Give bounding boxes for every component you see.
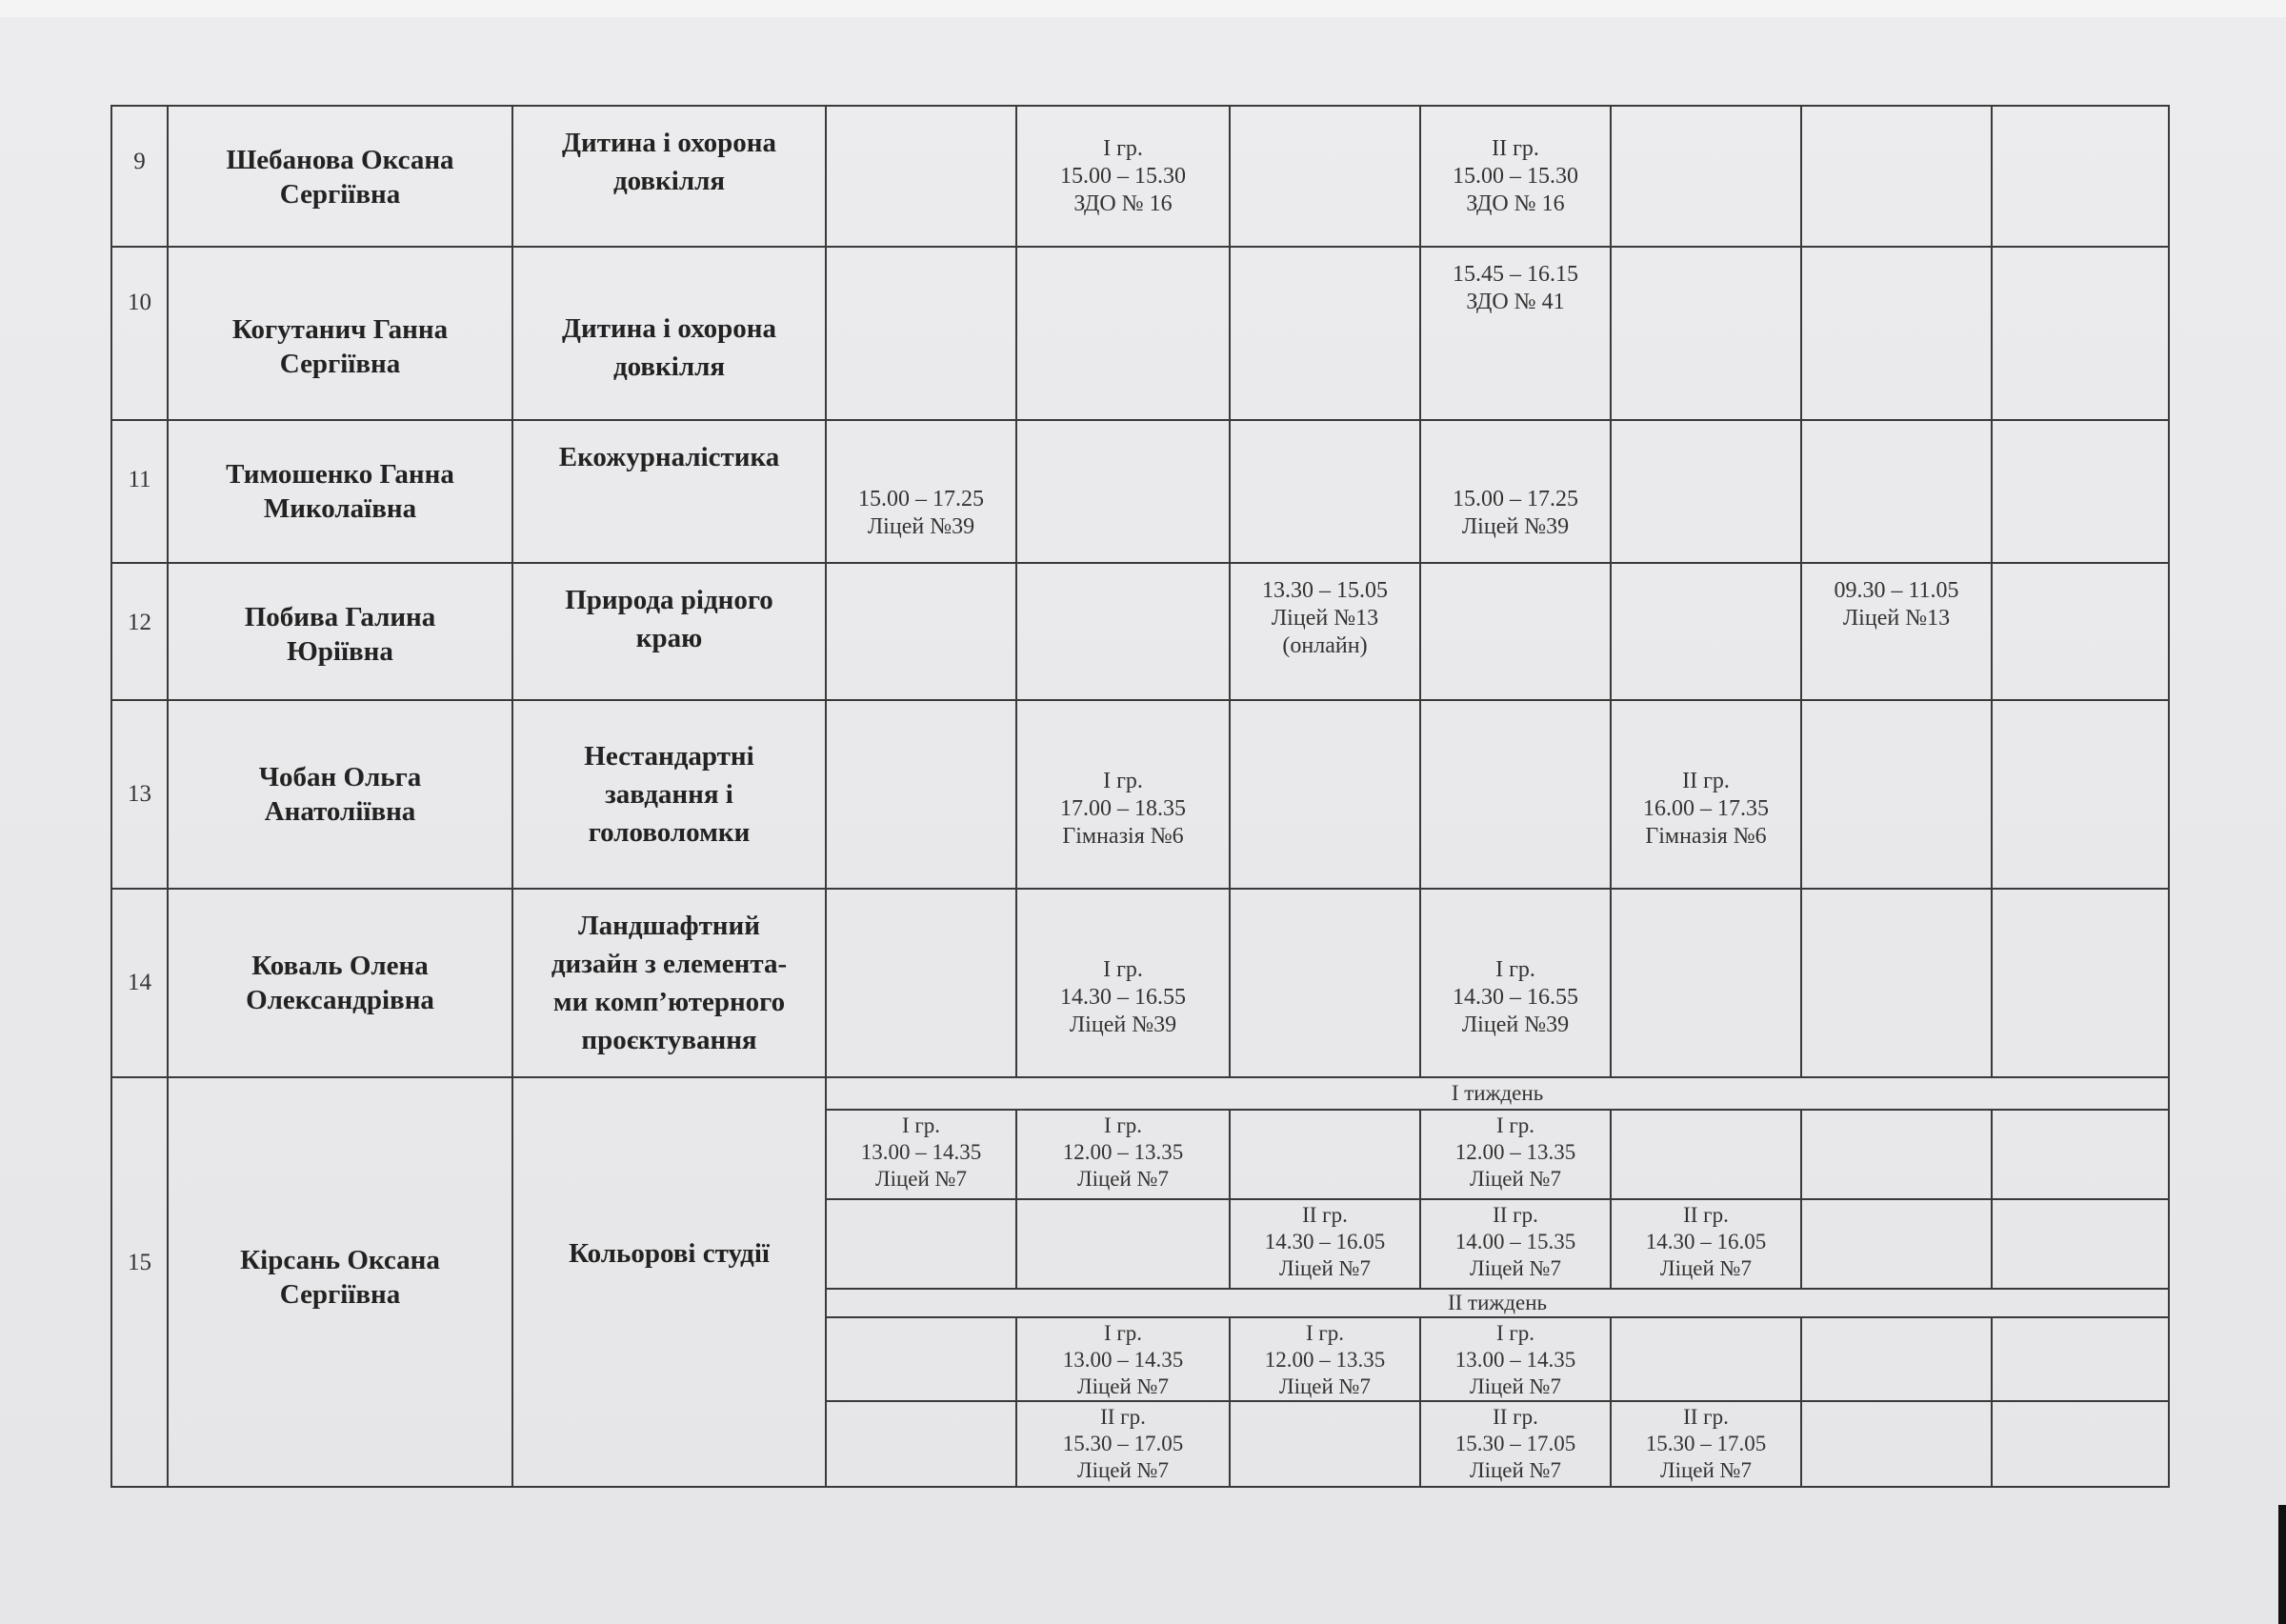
table-row	[111, 106, 2169, 247]
schedule-slot	[1016, 1110, 1230, 1199]
text-line: 15.30 – 17.05	[1454, 1432, 1576, 1455]
schedule-slot	[1992, 420, 2169, 563]
text-line: головоломки	[588, 817, 751, 848]
text-line: довкілля	[612, 351, 726, 382]
schedule-slot	[826, 563, 1016, 700]
text-line: ІІ гр.	[1493, 1405, 1538, 1429]
schedule-slot	[1420, 1110, 1611, 1199]
text-line: 12.00 – 13.35	[1264, 1348, 1386, 1372]
schedule-slot	[1801, 1199, 1992, 1289]
teacher-name	[168, 1077, 512, 1487]
schedule-slot	[1016, 700, 1230, 889]
course-name	[512, 563, 826, 700]
schedule-slot	[1230, 563, 1420, 700]
text-line: Ліцей №7	[1469, 1458, 1561, 1482]
text-line: 14.00 – 15.35	[1454, 1230, 1576, 1253]
text-line: Ліцей №7	[1076, 1458, 1169, 1482]
schedule-slot	[1611, 1401, 1801, 1487]
course-name	[512, 106, 826, 247]
text-line: ІІ гр.	[1682, 768, 1730, 793]
scan-edge-mark	[2278, 1505, 2286, 1624]
text-line: 15.00 – 15.30	[1453, 163, 1578, 189]
schedule-slot	[1016, 889, 1230, 1077]
text-line: Кольорові студії	[569, 1238, 770, 1269]
text-line: ІІ гр.	[1492, 135, 1539, 161]
schedule-slot	[826, 1317, 1016, 1401]
course-name	[512, 247, 826, 420]
schedule-slot	[1801, 563, 1992, 700]
schedule-slot	[1801, 1401, 1992, 1487]
text-line: 13.00 – 14.35	[860, 1140, 982, 1164]
schedule-slot	[1016, 563, 1230, 700]
text-line: І гр.	[901, 1113, 941, 1137]
teacher-name	[168, 247, 512, 420]
teacher-name	[168, 889, 512, 1077]
schedule-slot	[1801, 1317, 1992, 1401]
text-line: 15.00 – 17.25	[858, 487, 984, 511]
schedule-slot	[1801, 420, 1992, 563]
schedule-slot	[1230, 1317, 1420, 1401]
schedule-slot	[1992, 1317, 2169, 1401]
text-line: Шебанова Оксана	[226, 145, 454, 175]
text-line: ЗДО № 41	[1466, 290, 1565, 314]
text-line: Гімназія №6	[1062, 823, 1184, 849]
teacher-name	[168, 420, 512, 563]
text-line: Когутанич Ганна	[231, 314, 449, 345]
row-number: 11	[111, 420, 168, 563]
schedule-slot	[1611, 1199, 1801, 1289]
schedule-slot	[1420, 1401, 1611, 1487]
schedule-slot	[1230, 1110, 1420, 1199]
text-line: дизайн з елемента-	[551, 949, 788, 979]
text-line: 13.00 – 14.35	[1454, 1348, 1576, 1372]
text-line: ЗДО № 16	[1466, 190, 1565, 216]
table-row	[111, 700, 2169, 889]
schedule-slot	[1992, 1110, 2169, 1199]
course-name	[512, 1077, 826, 1487]
text-line: 12.00 – 13.35	[1454, 1140, 1576, 1164]
row-number: 10	[111, 247, 168, 420]
schedule-slot	[1016, 247, 1230, 420]
schedule-slot	[1016, 1401, 1230, 1487]
text-line: ІІ гр.	[1493, 1203, 1538, 1227]
text-line: І гр.	[1103, 1113, 1143, 1137]
schedule-slot	[1611, 1110, 1801, 1199]
schedule-slot	[1992, 700, 2169, 889]
text-line: 15.30 – 17.05	[1062, 1432, 1184, 1455]
text-line: 13.30 – 15.05	[1262, 578, 1388, 603]
schedule-slot	[1420, 700, 1611, 889]
text-line: Гімназія №6	[1645, 823, 1767, 849]
text-line: Ліцей №7	[1076, 1374, 1169, 1398]
text-line: 14.30 – 16.55	[1453, 984, 1578, 1010]
schedule-slot	[1992, 889, 2169, 1077]
schedule-slot	[1801, 247, 1992, 420]
schedule-slot	[826, 700, 1016, 889]
text-line: 12.00 – 13.35	[1062, 1140, 1184, 1164]
schedule-slot	[826, 889, 1016, 1077]
schedule-body	[111, 106, 2169, 1487]
text-line: Ліцей №7	[1659, 1256, 1752, 1280]
text-line: Природа рідного	[565, 585, 773, 615]
schedule-slot	[826, 1401, 1016, 1487]
schedule-slot	[826, 420, 1016, 563]
schedule-slot	[1611, 700, 1801, 889]
text-line: Ліцей №7	[1278, 1256, 1371, 1280]
table-row	[111, 1077, 2169, 1110]
schedule-slot	[1420, 1199, 1611, 1289]
text-line: Ліцей №39	[867, 514, 975, 539]
text-line: Сергіївна	[279, 1279, 401, 1310]
text-line: 15.00 – 17.25	[1453, 487, 1578, 511]
text-line: Дитина і охорона	[562, 313, 776, 344]
text-line: І гр.	[1103, 768, 1143, 793]
text-line: ІІ гр.	[1100, 1405, 1146, 1429]
schedule-slot	[1801, 1110, 1992, 1199]
text-line: Коваль Олена	[251, 951, 429, 981]
row-number: 14	[111, 889, 168, 1077]
table-row	[111, 247, 2169, 420]
schedule-slot	[1230, 106, 1420, 247]
schedule-slot	[1230, 1401, 1420, 1487]
schedule-slot	[1611, 889, 1801, 1077]
table-row	[111, 563, 2169, 700]
text-line: І гр.	[1103, 135, 1143, 161]
text-line: ІІ гр.	[1302, 1203, 1348, 1227]
text-line: І гр.	[1103, 1321, 1143, 1345]
text-line: І гр.	[1495, 956, 1535, 982]
text-line: Побива Галина	[244, 602, 436, 632]
schedule-slot	[1611, 563, 1801, 700]
teacher-name	[168, 563, 512, 700]
text-line: Ландшафтний	[578, 911, 760, 941]
text-line: Ліцей №39	[1461, 1012, 1570, 1037]
text-line: 14.30 – 16.05	[1264, 1230, 1386, 1253]
text-line: Ліцей №7	[1469, 1256, 1561, 1280]
text-line: 15.00 – 15.30	[1060, 163, 1186, 189]
schedule-slot	[1420, 106, 1611, 247]
text-line: ми комп’ютерного	[552, 987, 786, 1017]
schedule-slot	[1016, 106, 1230, 247]
schedule-slot	[1230, 700, 1420, 889]
schedule-slot	[1420, 1317, 1611, 1401]
text-line: Ліцей №7	[874, 1167, 967, 1191]
week-label: ІІ тиждень	[826, 1289, 2169, 1317]
schedule-slot	[1992, 247, 2169, 420]
text-line: проєктування	[581, 1025, 757, 1055]
schedule-slot	[1992, 1199, 2169, 1289]
row-number: 12	[111, 563, 168, 700]
scan-top-strip	[0, 0, 2286, 17]
schedule-slot	[1230, 247, 1420, 420]
schedule-table	[110, 105, 2170, 1488]
schedule-slot	[1230, 420, 1420, 563]
table-row	[111, 420, 2169, 563]
text-line: Ліцей №7	[1469, 1374, 1561, 1398]
text-line: І гр.	[1305, 1321, 1345, 1345]
text-line: Ліцей №7	[1659, 1458, 1752, 1482]
text-line: Ліцей №39	[1461, 514, 1570, 539]
text-line: Ліцей №7	[1076, 1167, 1169, 1191]
text-line: Сергіївна	[279, 349, 401, 379]
course-name	[512, 420, 826, 563]
schedule-slot	[826, 106, 1016, 247]
schedule-slot	[1420, 563, 1611, 700]
schedule-slot	[1420, 247, 1611, 420]
text-line: Кірсань Оксана	[240, 1245, 440, 1275]
text-line: Ліцей №13	[1842, 606, 1951, 631]
text-line: Ліцей №7	[1469, 1167, 1561, 1191]
text-line: Тимошенко Ганна	[226, 459, 454, 490]
schedule-slot	[1230, 889, 1420, 1077]
schedule-slot	[1992, 106, 2169, 247]
text-line: Нестандартні	[584, 741, 754, 772]
text-line: Чобан Ольга	[258, 762, 422, 792]
text-line: 14.30 – 16.05	[1645, 1230, 1767, 1253]
schedule-slot	[1230, 1199, 1420, 1289]
text-line: Ліцей №7	[1278, 1374, 1371, 1398]
row-number: 15	[111, 1077, 168, 1487]
schedule-slot	[1801, 700, 1992, 889]
text-line: Ліцей №39	[1069, 1012, 1177, 1037]
text-line: І гр.	[1103, 956, 1143, 982]
text-line: 17.00 – 18.35	[1060, 795, 1186, 821]
schedule-slot	[826, 1199, 1016, 1289]
text-line: 09.30 – 11.05	[1834, 578, 1959, 603]
course-name	[512, 889, 826, 1077]
schedule-slot	[1016, 1199, 1230, 1289]
text-line: завдання і	[605, 779, 733, 810]
schedule-slot	[1016, 1317, 1230, 1401]
text-line: Анатоліївна	[264, 796, 416, 827]
course-name	[512, 700, 826, 889]
text-line: ІІ гр.	[1683, 1405, 1729, 1429]
week-label: І тиждень	[826, 1077, 2169, 1110]
text-line: Дитина і охорона	[562, 128, 776, 158]
text-line: 13.00 – 14.35	[1062, 1348, 1184, 1372]
schedule-slot	[1801, 106, 1992, 247]
text-line: Ліцей №13	[1271, 606, 1379, 631]
text-line: довкілля	[612, 166, 726, 196]
row-number: 13	[111, 700, 168, 889]
text-line: 15.30 – 17.05	[1645, 1432, 1767, 1455]
text-line: краю	[635, 623, 703, 653]
text-line: І гр.	[1495, 1321, 1535, 1345]
schedule-slot	[1016, 420, 1230, 563]
schedule-slot	[826, 1110, 1016, 1199]
text-line: І гр.	[1495, 1113, 1535, 1137]
text-line: 15.45 – 16.15	[1453, 262, 1578, 287]
text-line: Юріївна	[287, 636, 393, 667]
schedule-slot	[1611, 420, 1801, 563]
text-line: Сергіївна	[279, 179, 401, 210]
schedule-slot	[826, 247, 1016, 420]
teacher-name	[168, 700, 512, 889]
text-line: (онлайн)	[1282, 633, 1368, 658]
schedule-slot	[1611, 247, 1801, 420]
text-line: Миколаївна	[263, 493, 417, 524]
schedule-slot	[1611, 1317, 1801, 1401]
schedule-slot	[1992, 563, 2169, 700]
text-line: ЗДО № 16	[1073, 190, 1173, 216]
table-row	[111, 889, 2169, 1077]
row-number: 9	[111, 106, 168, 247]
schedule-slot	[1420, 420, 1611, 563]
text-line: 16.00 – 17.35	[1643, 795, 1769, 821]
schedule-slot	[1420, 889, 1611, 1077]
text-line: Олександрівна	[246, 985, 434, 1015]
schedule-slot	[1801, 889, 1992, 1077]
text-line: ІІ гр.	[1683, 1203, 1729, 1227]
text-line: Екожурналістика	[558, 442, 780, 472]
text-line: 14.30 – 16.55	[1060, 984, 1186, 1010]
teacher-name	[168, 106, 512, 247]
schedule-slot	[1992, 1401, 2169, 1487]
schedule-slot	[1611, 106, 1801, 247]
